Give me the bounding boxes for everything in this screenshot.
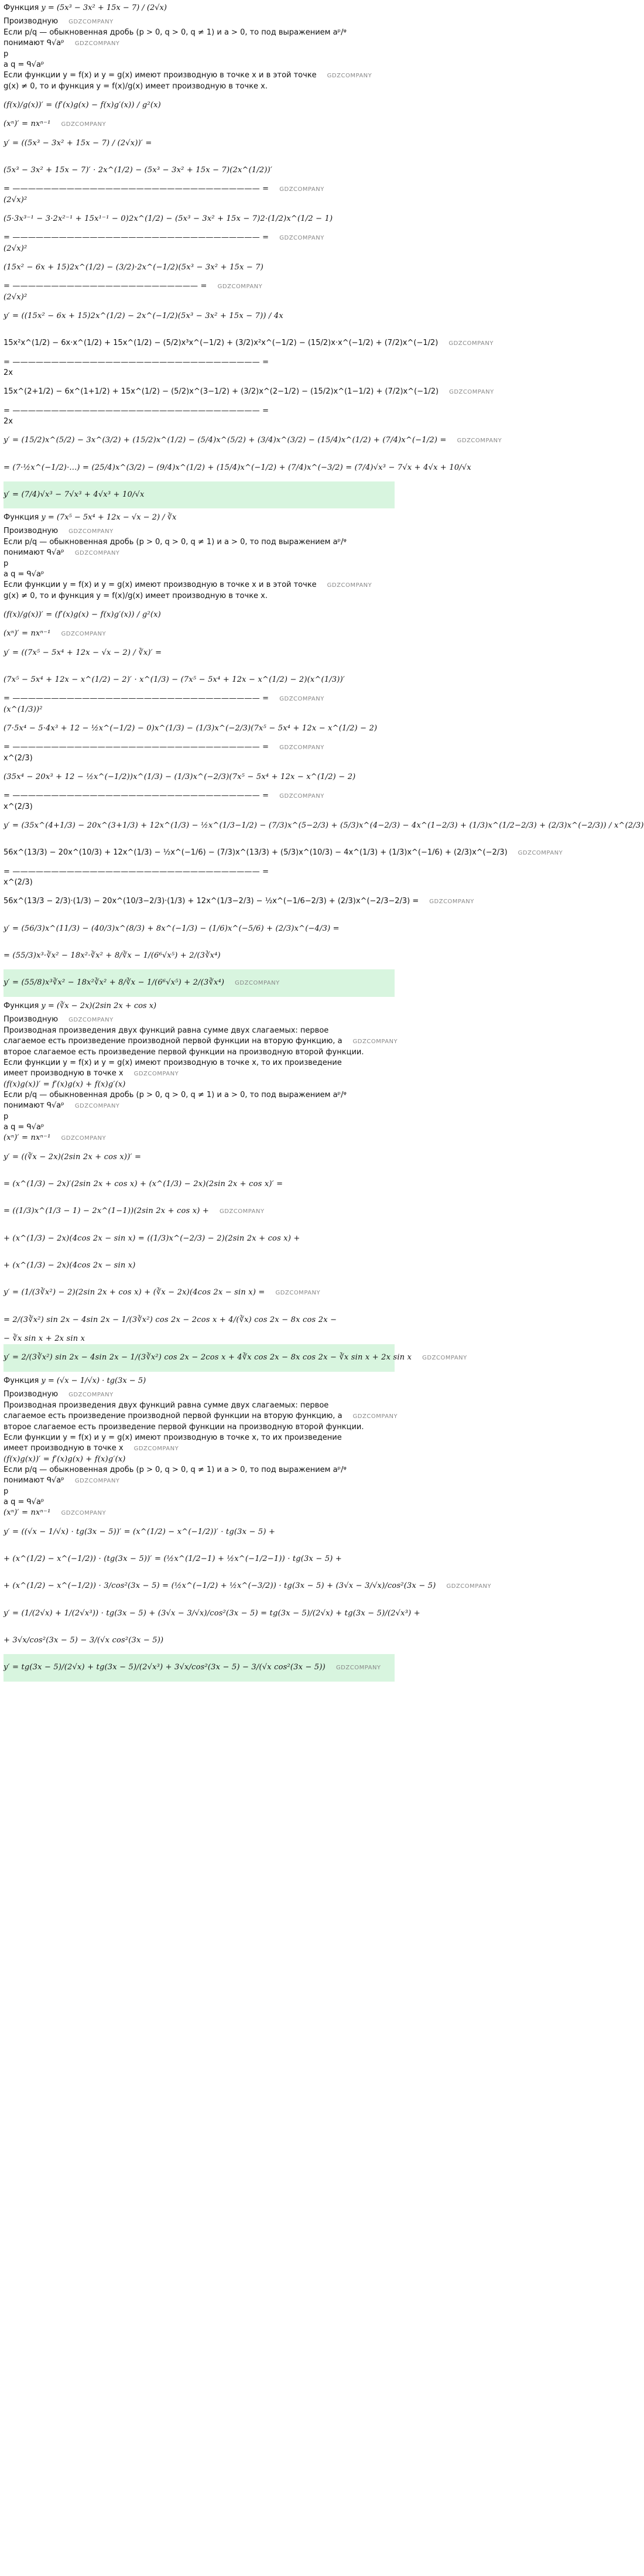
section-label: Производную GDZCOMPANY <box>4 17 114 26</box>
derivation-line <box>4 1454 395 1465</box>
derivation-line <box>4 1198 395 1225</box>
derivation-line <box>4 1465 395 1475</box>
line-text: Если p/q — обыкновенная дробь (p > 0, q > 0, q ≠ 1) и a > 0, то под выражением aᵖ/ᵠ <box>4 538 347 546</box>
derivation-line <box>4 742 395 753</box>
function-expression: y = (5x³ − 3x² + 15x − 7) / (2√x) <box>41 4 167 12</box>
line-text: = ———————————————————————————————— = <box>4 743 269 751</box>
watermark: GDZCOMPANY <box>68 1017 114 1023</box>
watermark: GDZCOMPANY <box>74 40 120 47</box>
derivation-line <box>4 1225 395 1252</box>
line-text: p <box>4 1112 9 1121</box>
derivation-line <box>4 1422 395 1433</box>
watermark: GDZCOMPANY <box>352 1038 398 1045</box>
line-text: (f(x)/g(x))′ = (f′(x)g(x) − f(x)g′(x)) / g²(x) <box>4 101 161 110</box>
line-text: y′ = (1/(2√x) + 1/(2√x³)) · tg(3x − 5) + (3√x − 3/√x)/cos²(3x − 5) = tg(3x − 5)/(2√x) + tg(3x − 5)/(2√x³) + <box>4 1609 420 1618</box>
line-text: = ———————————————————————————————— = <box>4 233 269 242</box>
line-text: y′ = (55/8)x³∛x² − 18x²∛x² + 8/∛x − 1/(6⁶√x⁵) + 2/(3∛x⁴) <box>4 978 225 987</box>
derivation-line <box>4 1411 398 1422</box>
derivation-line <box>4 1144 395 1171</box>
line-text: = ———————————————————————————————— = <box>4 406 269 415</box>
derivation-line <box>4 206 395 233</box>
derivation-line <box>4 406 395 416</box>
derivation-line <box>4 233 395 244</box>
line-text: a q = ᑫ√aᵖ <box>4 60 44 69</box>
line-text: y′ = tg(3x − 5)/(2√x) + tg(3x − 5)/(2√x³) + 3√x/cos²(3x − 5) − 3/(√x cos²(3x − 5)) <box>4 1663 326 1672</box>
derivation-line <box>4 130 395 157</box>
line-text: (15x² − 6x + 15)2x^(1/2) − (3/2)·2x^(−1/2)(5x³ − 3x² + 15x − 7) <box>4 263 264 272</box>
derivation-line <box>4 1026 395 1036</box>
section-label: Производную GDZCOMPANY <box>4 1390 114 1399</box>
line-text: = (55/3)x³·∛x² − 18x²·∛x² + 8/∛x − 1/(6⁶√x⁵) + 2/(3∛x⁴) <box>4 951 221 960</box>
function-line <box>4 0 395 16</box>
line-text: y′ = (35x^(4+1/3) − 20x^(3+1/3) + 12x^(1/3) − ½x^(1/3−1/2) − (7/3)x^(5−2/3) + (5/3)x^(4−2/3) − 4x^(1−2/3) + (1/3)x^(1/2−2/3) + (2/3)x^(−2/3)) / x^(2/3) <box>4 821 644 830</box>
function-line <box>4 998 395 1014</box>
derivation-line <box>4 602 395 628</box>
line-text: x^(2/3) <box>4 802 33 811</box>
derivation-line <box>4 559 395 569</box>
derivation-line <box>4 357 395 368</box>
line-text: Если функции y = f(x) и y = g(x) имеют производную в точке x и в этой точке <box>4 71 317 80</box>
derivation-line <box>4 1101 395 1112</box>
derivation-line <box>4 330 494 357</box>
derivation-line <box>4 753 395 764</box>
derivation-line <box>4 942 395 969</box>
derivation-line <box>4 791 395 802</box>
watermark: GDZCOMPANY <box>133 1071 179 1077</box>
derivation-line <box>4 591 395 602</box>
derivation-line <box>4 195 395 206</box>
derivation-line <box>4 715 395 742</box>
line-text: слагаемое есть произведение производной первой функции на вторую функцию, а <box>4 1412 342 1420</box>
line-text: y′ = ((√x − 1/√x) · tg(3x − 5))′ = (x^(1/2) − x^(−1/2))′ · tg(3x − 5) + <box>4 1528 276 1536</box>
derivation-line <box>4 812 644 839</box>
derivation-line <box>4 640 395 667</box>
derivation-line <box>4 1133 395 1144</box>
line-text: (xⁿ)′ = nxⁿ⁻¹ <box>4 629 51 638</box>
derivation-line <box>4 1058 395 1068</box>
function-label: Функция <box>4 513 39 522</box>
line-text: a q = ᑫ√aᵖ <box>4 1498 44 1506</box>
line-text: (2√x)² <box>4 244 28 253</box>
function-expression: y = (∛x − 2x)(2sin 2x + cos x) <box>41 1002 157 1010</box>
watermark: GDZCOMPANY <box>352 1413 398 1420</box>
line-text: a q = ᑫ√aᵖ <box>4 570 44 579</box>
watermark: GDZCOMPANY <box>279 744 324 751</box>
derivation-line <box>4 1519 395 1546</box>
derivation-line <box>4 1546 395 1573</box>
watermark: GDZCOMPANY <box>327 73 372 79</box>
derivation-line <box>4 416 395 427</box>
line-text: (xⁿ)′ = nxⁿ⁻¹ <box>4 1133 51 1142</box>
derivation-line <box>4 1497 395 1508</box>
line-text: имеет производную в точке x <box>4 1069 124 1078</box>
derivation-line <box>4 1600 420 1627</box>
watermark: GDZCOMPANY <box>457 438 502 444</box>
derivation-line <box>4 81 395 92</box>
line-text: y′ = 2/(3∛x²) sin 2x − 4sin 2x − 1/(3∛x²) cos 2x − 2cos x + 4∛x cos 2x − 8x cos 2x − ∛x sin x + 2x sin x <box>4 1353 412 1362</box>
derivation-line <box>4 580 395 591</box>
watermark: GDZCOMPANY <box>279 793 324 800</box>
derivation-line <box>4 764 395 791</box>
line-text: p <box>4 559 9 568</box>
derivation-line <box>4 70 395 81</box>
derivation-line <box>4 877 395 888</box>
line-text: + (x^(1/2) − x^(−1/2)) · 3/cos²(3x − 5) = (½x^(−1/2) + ½x^(−3/2)) · tg(3x − 5) + (3√x − 3/√x)/cos²(3x − 5) <box>4 1581 436 1590</box>
watermark: GDZCOMPANY <box>518 850 563 856</box>
function-expression: y = (√x − 1/√x) · tg(3x − 5) <box>41 1376 146 1385</box>
derivation-line <box>4 1475 395 1487</box>
line-text: y′ = ((15x² − 6x + 15)2x^(1/2) − 2x^(−1/2)(5x³ − 3x² + 15x − 7)) / 4x <box>4 312 283 320</box>
watermark: GDZCOMPANY <box>448 340 494 347</box>
line-text: (7x⁵ − 5x⁴ + 12x − x^(1/2) − 2)′ · x^(1/3) − (7x⁵ − 5x⁴ + 12x − x^(1/2) − 2)(x^(1/3))′ <box>4 675 345 684</box>
derivation-line <box>4 705 395 715</box>
watermark: GDZCOMPANY <box>235 980 280 986</box>
line-text: 56x^(13/3 − 2/3)·(1/3) − 20x^(10/3−2/3)·(1/3) + 12x^(1/3−2/3) − ½x^(−1/6−2/3) + (2/3)x^(−2/3−2/3) = <box>4 897 419 906</box>
line-text: = ———————————————————————————————— = <box>4 791 269 800</box>
derivation-line <box>4 1573 492 1600</box>
watermark: GDZCOMPANY <box>61 1510 107 1516</box>
derivation-line <box>4 157 395 184</box>
line-text: Если функции y = f(x) и y = g(x) имеют производную в точке x, то их произведение <box>4 1433 342 1442</box>
function-line <box>4 510 395 526</box>
line-text: (7·5x⁴ − 5·4x³ + 12 − ½x^(−1/2) − 0)x^(1/3) − (1/3)x^(−2/3)(7x⁵ − 5x⁴ + 12x − x^(1/2) − 2) <box>4 724 378 733</box>
derivation-line <box>4 1627 395 1654</box>
line-text: y′ = (1/(3∛x²) − 2)(2sin 2x + cos x) + (∛x − 2x)(4cos 2x − sin x) = <box>4 1288 265 1297</box>
line-text: g(x) ≠ 0, то и функция y = f(x)/g(x) имеет производную в точке x. <box>4 592 268 600</box>
line-text: 2x <box>4 417 13 426</box>
function-line <box>4 1373 395 1389</box>
line-text: = ———————————————————————————————— = <box>4 694 269 703</box>
line-text: (5·3x³⁻¹ − 3·2x²⁻¹ + 15x¹⁻¹ − 0)2x^(1/2) − (5x³ − 3x² + 15x − 7)2·(1/2)x^(1/2 − 1) <box>4 214 333 223</box>
line-text: понимают ᑫ√aᵖ <box>4 548 64 557</box>
watermark: GDZCOMPANY <box>74 1103 120 1109</box>
watermark: GDZCOMPANY <box>335 1665 381 1671</box>
line-text: второе слагаемое есть произведение первой функции на производную второй функции. <box>4 1423 364 1432</box>
derivation-line <box>4 60 395 70</box>
derivation-line <box>4 1334 395 1344</box>
line-text: − ∛x sin x + 2x sin x <box>4 1334 85 1343</box>
derivation-line <box>4 867 395 877</box>
line-text: y′ = ((∛x − 2x)(2sin 2x + cos x))′ = <box>4 1153 142 1161</box>
line-text: понимают ᑫ√aᵖ <box>4 1476 64 1485</box>
answer-line <box>4 481 395 508</box>
line-text: y′ = (15/2)x^(5/2) − 3x^(3/2) + (15/2)x^(1/2) − (5/4)x^(5/2) + (3/4)x^(3/2) − (15/4)x^(1/2) + (7/4)x^(−1/2) = <box>4 436 447 445</box>
line-text: y′ = ((5x³ − 3x² + 15x − 7) / (2√x))′ = <box>4 139 152 148</box>
line-text: = ———————————————————————————————— = <box>4 867 269 876</box>
line-text: g(x) ≠ 0, то и функция y = f(x)/g(x) имеет производную в точке x. <box>4 82 268 91</box>
line-text: Производная произведения двух функций равна сумме двух слагаемых: первое <box>4 1026 329 1035</box>
answer-line <box>4 1344 467 1372</box>
line-text: = ———————————————————————— = <box>4 282 207 291</box>
line-text: Если p/q — обыкновенная дробь (p > 0, q > 0, q ≠ 1) и a > 0, то под выражением aᵖ/ᵠ <box>4 28 347 37</box>
watermark: GDZCOMPANY <box>279 235 324 241</box>
derivation-line <box>4 1090 395 1101</box>
watermark: GDZCOMPANY <box>68 1392 114 1398</box>
line-text: (5x³ − 3x² + 15x − 7)′ · 2x^(1/2) − (5x³ − 3x² + 15x − 7)(2x^(1/2))′ <box>4 166 273 175</box>
derivation-line <box>4 628 395 640</box>
line-text: = 2/(3∛x²) sin 2x − 4sin 2x − 1/(3∛x²) cos 2x − 2cos x + 4/(∛x) cos 2x − 8x cos 2x − <box>4 1316 337 1324</box>
derivation-line <box>4 802 395 812</box>
derivation-line <box>4 1122 395 1133</box>
line-text: x^(2/3) <box>4 878 33 887</box>
line-text: Производная произведения двух функций равна сумме двух слагаемых: первое <box>4 1401 329 1410</box>
derivation-line <box>4 1508 395 1519</box>
line-text: x^(2/3) <box>4 754 33 763</box>
line-text: + 3√x/cos²(3x − 5) − 3/(√x cos²(3x − 5)) <box>4 1636 164 1645</box>
section-label: Производную GDZCOMPANY <box>4 527 114 535</box>
line-text: слагаемое есть произведение производной первой функции на вторую функцию, а <box>4 1037 342 1046</box>
derivation-line <box>4 915 395 942</box>
line-text: (f(x)g(x))′ = f′(x)g(x) + f(x)g′(x) <box>4 1080 126 1089</box>
line-text: 15x^(2+1/2) − 6x^(1+1/2) + 15x^(1/2) − (5/2)x^(3−1/2) + (3/2)x^(2−1/2) − (15/2)x^(1−1/2) + (7/2)x^(−1/2) <box>4 387 439 396</box>
function-label: Функция <box>4 1002 39 1010</box>
line-text: = (x^(1/3) − 2x)′(2sin 2x + cos x) + (x^(1/3) − 2x)(2sin 2x + cos x)′ = <box>4 1180 283 1188</box>
watermark: GDZCOMPANY <box>327 582 372 589</box>
line-text: + (x^(1/3) − 2x)(4cos 2x − sin x) = ((1/3)x^(−2/3) − 2)(2sin 2x + cos x) + <box>4 1234 300 1243</box>
watermark: GDZCOMPANY <box>446 1583 492 1590</box>
derivation-line <box>4 1047 395 1058</box>
derivation-line <box>4 92 395 119</box>
derivation-line <box>4 244 395 254</box>
derivation-line <box>4 1068 395 1079</box>
watermark: GDZCOMPANY <box>219 1208 265 1215</box>
watermark: GDZCOMPANY <box>68 528 114 535</box>
line-text: (f(x)/g(x))′ = (f′(x)g(x) − f(x)g′(x)) / g²(x) <box>4 610 161 619</box>
line-text: (2√x)² <box>4 196 28 204</box>
watermark: GDZCOMPANY <box>429 898 474 905</box>
line-text: понимают ᑫ√aᵖ <box>4 39 64 47</box>
derivation-line <box>4 839 563 867</box>
line-text: Если p/q — обыкновенная дробь (p > 0, q > 0, q ≠ 1) и a > 0, то под выражением aᵖ/ᵠ <box>4 1091 347 1099</box>
line-text: Если функции y = f(x) и y = g(x) имеют производную в точке x и в этой точке <box>4 580 317 589</box>
answer-line <box>4 969 395 997</box>
line-text: (xⁿ)′ = nxⁿ⁻¹ <box>4 1508 51 1517</box>
watermark: GDZCOMPANY <box>68 19 114 25</box>
derivation-line <box>4 119 395 130</box>
watermark: GDZCOMPANY <box>61 631 107 637</box>
derivation-line <box>4 303 395 330</box>
line-text: = ———————————————————————————————— = <box>4 358 269 367</box>
line-text: y′ = (7/4)√x³ − 7√x³ + 4√x³ + 10/√x <box>4 490 145 499</box>
line-text: = (7·½x^(−1/2)·...) = (25/4)x^(3/2) − (9/4)x^(1/2) + (15/4)x^(−1/2) + (7/4)x^(−3/2) = (7/4)√x³ − 7√x + 4√x + 10/√x <box>4 463 471 472</box>
line-text: + (x^(1/2) − x^(−1/2)) · (tg(3x − 5))′ = (½x^(1/2−1) + ½x^(−1/2−1)) · tg(3x − 5) + <box>4 1555 342 1563</box>
derivation-line <box>4 569 395 580</box>
derivation-line <box>4 38 395 49</box>
derivation-line <box>4 378 494 406</box>
derivation-line <box>4 281 395 292</box>
watermark: GDZCOMPANY <box>133 1446 179 1452</box>
derivation-line <box>4 1112 395 1122</box>
line-text: Если p/q — обыкновенная дробь (p > 0, q > 0, q ≠ 1) и a > 0, то под выражением aᵖ/ᵠ <box>4 1465 347 1474</box>
line-text: 2x <box>4 368 13 377</box>
function-label: Функция <box>4 1376 39 1385</box>
line-text: y′ = (56/3)x^(11/3) − (40/3)x^(8/3) + 8x^(−1/3) − (1/6)x^(−5/6) + (2/3)x^(−4/3) = <box>4 924 340 933</box>
line-text: (2√x)² <box>4 293 28 302</box>
line-text: Если функции y = f(x) и y = g(x) имеют производную в точке x, то их произведение <box>4 1058 342 1067</box>
derivation-line <box>4 1487 395 1497</box>
line-text: 56x^(13/3) − 20x^(10/3) + 12x^(1/3) − ½x^(−1/6) − (7/3)x^(13/3) + (5/3)x^(10/3) − 4x^(1/3) + (1/3)x^(−1/6) + (2/3)x^(−2/3) <box>4 848 508 857</box>
derivation-line <box>4 548 395 559</box>
function-expression: y = (7x⁵ − 5x⁴ + 12x − √x − 2) / ∛x <box>41 513 177 522</box>
line-text: = ((1/3)x^(1/3 − 1) − 2x^(1−1))(2sin 2x + cos x) + <box>4 1207 209 1215</box>
derivation-line <box>4 1036 398 1047</box>
watermark: GDZCOMPANY <box>422 1355 467 1361</box>
line-text: второе слагаемое есть произведение первой функции на производную второй функции. <box>4 1048 364 1057</box>
derivation-line <box>4 455 471 481</box>
derivation-line <box>4 1279 395 1307</box>
watermark: GDZCOMPANY <box>74 550 120 556</box>
block-gap <box>4 1682 395 1683</box>
derivation-line <box>4 1433 395 1443</box>
watermark: GDZCOMPANY <box>74 1478 120 1484</box>
derivation-line <box>4 1252 395 1279</box>
derivation-line <box>4 28 395 38</box>
section-label: Производную GDZCOMPANY <box>4 1015 114 1024</box>
derivation-line <box>4 292 395 303</box>
line-text: + (x^(1/3) − 2x)(4cos 2x − sin x) <box>4 1261 136 1270</box>
line-text: (35x⁴ − 20x³ + 12 − ½x^(−1/2))x^(1/3) − (1/3)x^(−2/3)(7x⁵ − 5x⁴ + 12x − x^(1/2) − 2) <box>4 773 356 781</box>
line-text: понимают ᑫ√aᵖ <box>4 1101 64 1110</box>
derivation-line <box>4 254 395 281</box>
derivation-line <box>4 888 474 915</box>
derivation-line <box>4 667 395 693</box>
line-text: = ———————————————————————————————— = <box>4 185 269 193</box>
line-text: p <box>4 50 9 59</box>
line-text: a q = ᑫ√aᵖ <box>4 1123 44 1132</box>
derivation-line <box>4 537 395 548</box>
watermark: GDZCOMPANY <box>279 186 324 193</box>
watermark: GDZCOMPANY <box>449 389 494 395</box>
derivation-line <box>4 427 502 455</box>
watermark: GDZCOMPANY <box>279 696 324 702</box>
derivation-line <box>4 693 395 705</box>
derivation-line <box>4 1443 395 1454</box>
derivation-line <box>4 49 395 60</box>
derivation-line <box>4 368 395 378</box>
line-text: 15x²x^(1/2) − 6x·x^(1/2) + 15x^(1/2) − (5/2)x³x^(−1/2) + (3/2)x²x^(−1/2) − (15/2)x·x^(−1/2) + (7/2)x^(−1/2) <box>4 339 439 347</box>
function-label: Функция <box>4 4 39 12</box>
watermark: GDZCOMPANY <box>61 121 107 128</box>
line-text: y′ = ((7x⁵ − 5x⁴ + 12x − √x − 2) / ∛x)′ = <box>4 648 162 657</box>
watermark: GDZCOMPANY <box>61 1135 107 1142</box>
derivation-line <box>4 184 395 195</box>
line-text: (x^(1/3))² <box>4 705 43 714</box>
watermark: GDZCOMPANY <box>217 283 263 290</box>
line-text: имеет производную в точке x <box>4 1444 124 1453</box>
line-text: (f(x)g(x))′ = f′(x)g(x) + f(x)g′(x) <box>4 1455 126 1464</box>
line-text: (xⁿ)′ = nxⁿ⁻¹ <box>4 119 51 128</box>
watermark: GDZCOMPANY <box>275 1290 321 1296</box>
derivation-line <box>4 1307 395 1334</box>
line-text: p <box>4 1487 9 1496</box>
derivation-line <box>4 1079 395 1090</box>
derivation-line <box>4 1400 395 1411</box>
answer-line <box>4 1654 395 1682</box>
derivation-line <box>4 1171 395 1198</box>
